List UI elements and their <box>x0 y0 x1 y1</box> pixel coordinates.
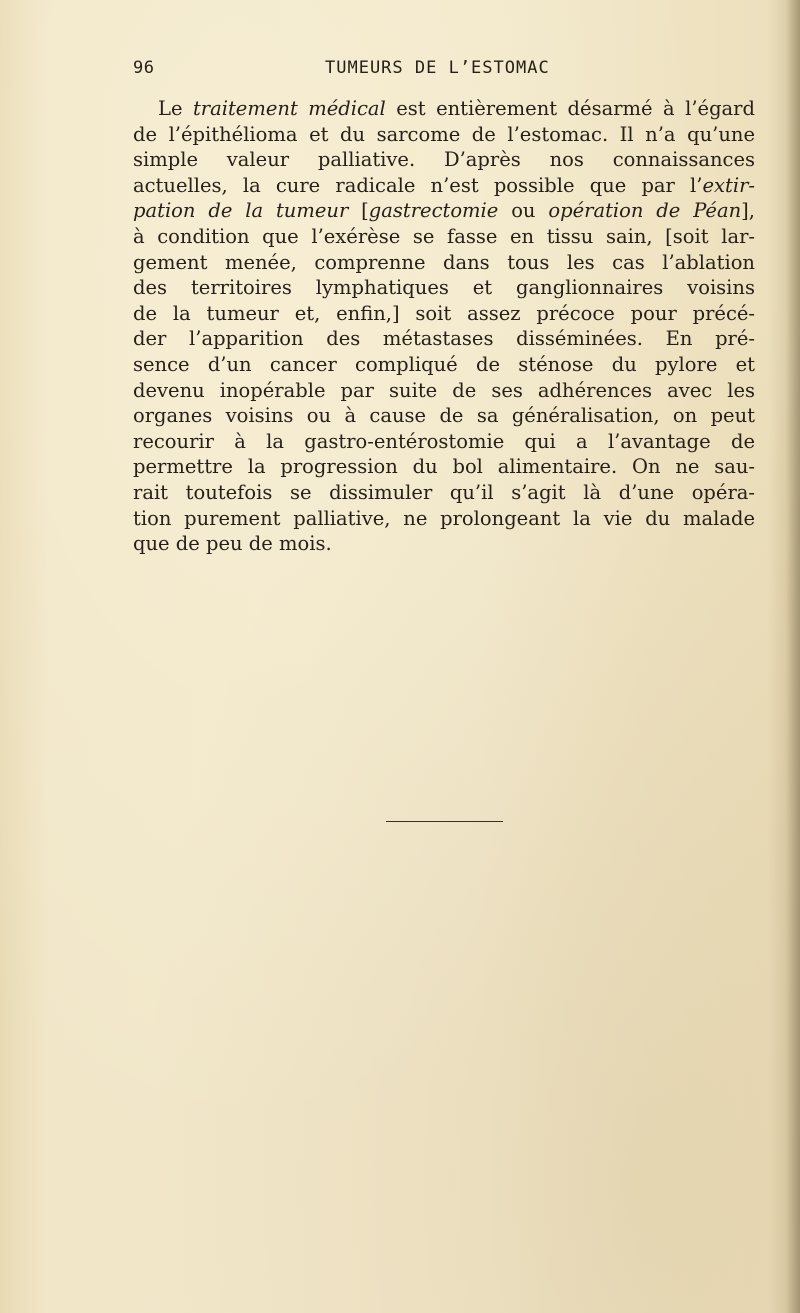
text-line <box>133 198 755 224</box>
text-run: der l’apparition des métastases disséminées. En pré- <box>133 327 755 351</box>
text-run: Le <box>158 97 193 120</box>
text-run: tion purement palliative, ne prolongeant la vie du malade <box>133 506 755 530</box>
page-number: 96 <box>133 58 155 78</box>
text-run: devenu inopérable par suite de ses adhérences avec les <box>133 378 755 402</box>
italic-run: opération de Péan <box>548 199 742 223</box>
text-run: de la tumeur et, enfin,] soit assez précoce pour précé- <box>133 301 755 325</box>
italic-run: traitement médical <box>192 97 386 120</box>
text-run: sence d’un cancer compliqué de sténose du pylore et <box>133 352 755 376</box>
text-line <box>133 480 755 506</box>
text-run: ou <box>498 199 549 223</box>
text-line <box>133 147 755 173</box>
text-line <box>133 352 755 378</box>
italic-run: extir- <box>702 173 755 197</box>
text-run: actuelles, la cure radicale n’est possible que par l’ <box>133 173 703 197</box>
text-line <box>133 429 755 455</box>
italic-run: gastrectomie <box>368 199 499 223</box>
text-run: de l’épithélioma et du sarcome de l’estomac. Il n’a qu’une <box>133 122 755 146</box>
text-run: à condition que l’exérèse se fasse en tissu sain, [soit lar- <box>133 224 755 248</box>
text-run: gement menée, comprenne dans tous les cas l’ablation <box>133 250 755 274</box>
text-line <box>133 301 755 327</box>
running-title: TUMEURS DE L’ESTOMAC <box>325 58 550 78</box>
text-run: simple valeur palliative. D’après nos connaissances <box>133 148 755 172</box>
running-head <box>133 58 755 82</box>
text-line <box>133 122 755 148</box>
text-line <box>133 403 755 429</box>
text-line <box>133 531 755 557</box>
body-paragraph <box>133 96 755 557</box>
text-line <box>133 250 755 276</box>
text-run: des territoires lymphatiques et ganglionnaires voisins <box>133 276 755 300</box>
text-line <box>133 454 755 480</box>
text-run: organes voisins ou à cause de sa généralisation, on peut <box>133 404 755 428</box>
text-line <box>133 275 755 301</box>
text-run: [ <box>348 199 369 223</box>
italic-run: pation de la tumeur <box>133 199 349 223</box>
text-run: recourir à la gastro-entérostomie qui a l’avantage de <box>133 429 755 453</box>
section-end-rule <box>386 821 503 822</box>
text-run: ], <box>741 199 755 223</box>
page-edge-shadow <box>786 0 800 1313</box>
text-line <box>133 326 755 352</box>
text-line <box>133 173 755 199</box>
text-line <box>133 224 755 250</box>
text-run: est entièrement désarmé à l’égard <box>385 97 755 120</box>
text-run: permettre la progression du bol alimentaire. On ne sau- <box>133 455 755 479</box>
text-run: rait toutefois se dissimuler qu’il s’agit là d’une opéra- <box>133 480 755 504</box>
text-line <box>133 506 755 532</box>
text-line <box>133 378 755 404</box>
text-line <box>133 96 755 122</box>
text-run: que de peu de mois. <box>133 532 332 556</box>
